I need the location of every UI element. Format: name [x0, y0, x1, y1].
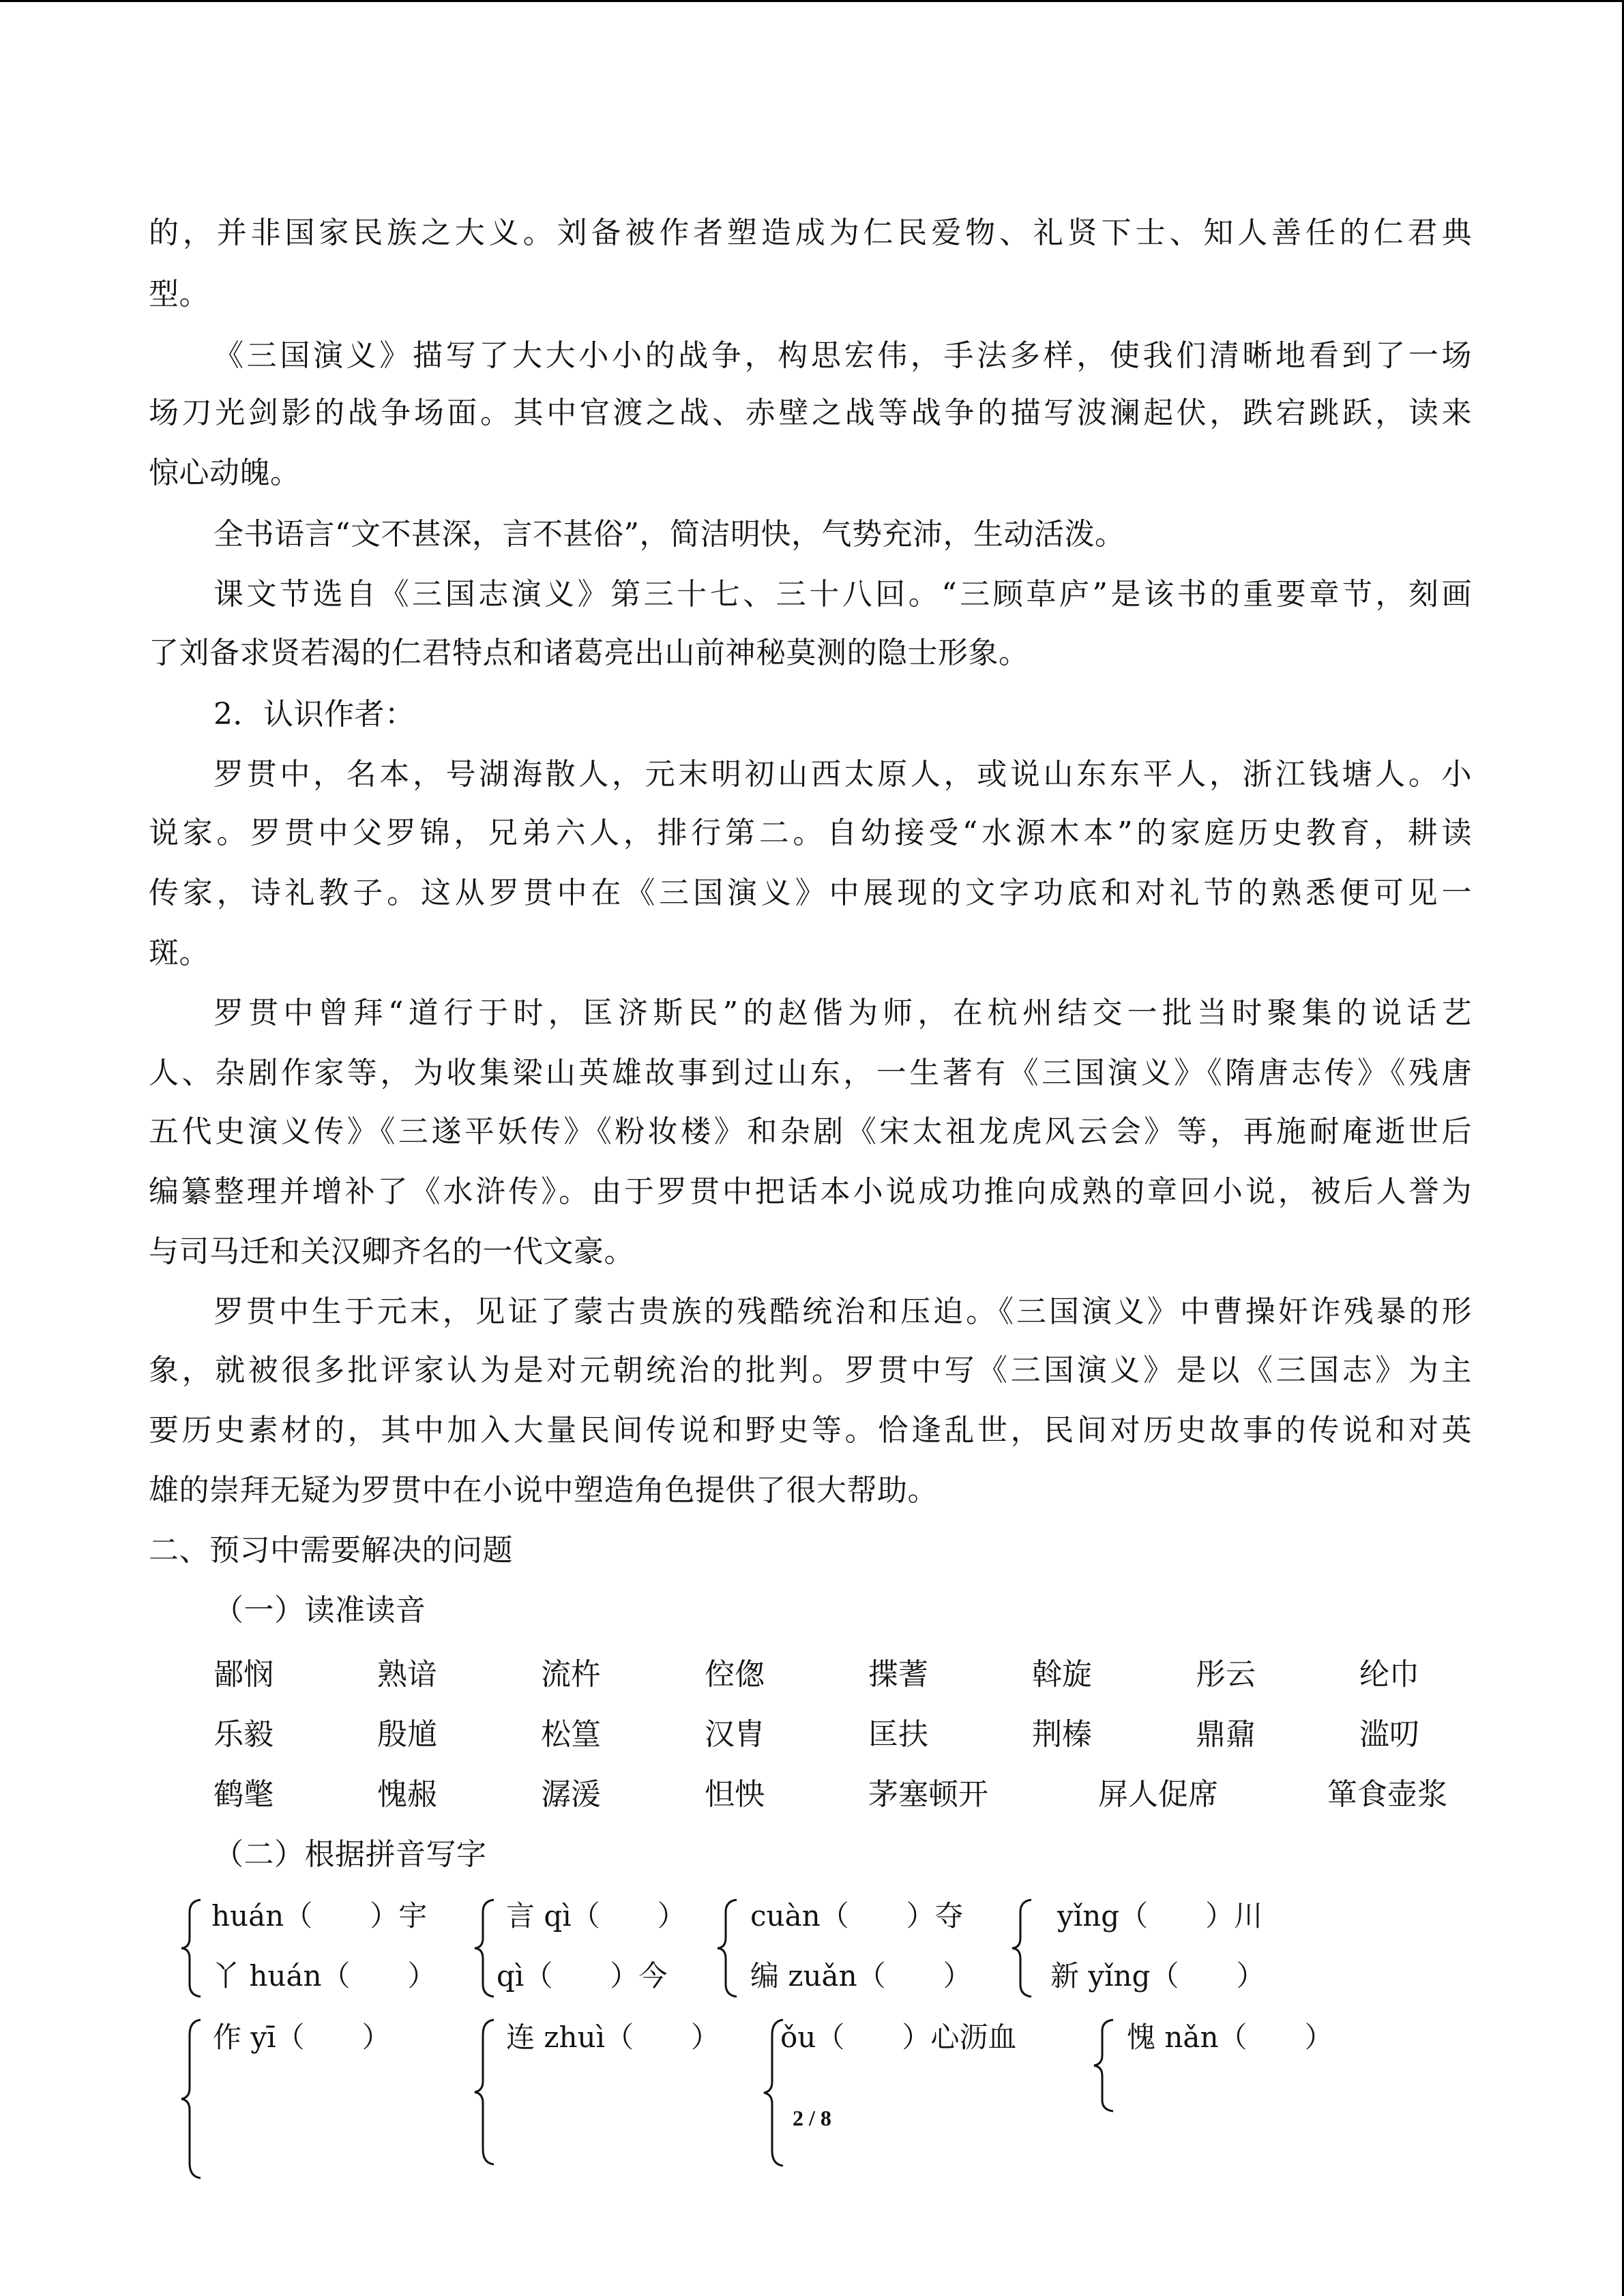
text-line: 雄的崇拜无疑为罗贯中在小说中塑造角色提供了很大帮助。 — [149, 1473, 938, 1508]
word-item: 斡旋 — [1032, 1657, 1092, 1692]
text-line: 全书语言“文不甚深，言不甚俗”，简洁明快，气势充沛，生动活泼。 — [213, 517, 1125, 552]
left-brace-icon — [1009, 1897, 1037, 1999]
pinyin-item: 新 yǐng（ ） — [1050, 1959, 1265, 1993]
word-item: 彤云 — [1196, 1657, 1256, 1692]
text-line: 《三国演义》描写了大大小小的战争，构思宏伟，手法多样，使我们清晰地看到了一场 — [213, 338, 1472, 373]
word-item: 鄙悯 — [213, 1657, 274, 1692]
section-heading: 2．认识作者： — [213, 697, 415, 732]
text-line: 的，并非国家民族之大义。刘备被作者塑造成为仁民爱物、礼贤下士、知人善任的仁君典 — [149, 215, 1472, 250]
text-line: 人、杂剧作家等，为收集梁山英雄故事到过山东，一生著有《三国演义》《隋唐志传》《残唐 — [149, 1056, 1472, 1090]
word-item: 汉胄 — [705, 1717, 765, 1752]
word-item: 茅塞顿开 — [868, 1777, 988, 1812]
word-item: 熟谙 — [377, 1657, 437, 1692]
text-line: 说家。罗贯中父罗锦，兄弟六人，排行第二。自幼接受“水源木本”的家庭历史教育，耕读 — [149, 816, 1472, 850]
pinyin-item: 连 zhuì（ ） — [506, 2021, 720, 2054]
subsection-heading: （一）读准读音 — [213, 1593, 426, 1628]
word-item: 乐毅 — [213, 1717, 274, 1752]
left-brace-icon — [472, 2017, 499, 2167]
word-item: 揲蓍 — [868, 1657, 928, 1692]
word-item: 鼎鼐 — [1196, 1717, 1256, 1752]
text-line: 了刘备求贤若渴的仁君特点和诸葛亮出山前神秘莫测的隐士形象。 — [149, 636, 1029, 670]
word-item: 滥叨 — [1359, 1717, 1419, 1752]
text-line: 惊心动魄。 — [149, 456, 301, 490]
word-item: 潺湲 — [541, 1777, 601, 1812]
word-item: 箪食壶浆 — [1327, 1777, 1447, 1812]
word-item: 松篁 — [541, 1717, 601, 1752]
text-line: 罗贯中生于元末，见证了蒙古贵族的残酷统治和压迫。《三国演义》中曹操奸诈残暴的形 — [213, 1294, 1472, 1329]
pinyin-item: yǐng（ ）川 — [1057, 1899, 1263, 1933]
text-line: 场刀光剑影的战争场面。其中官渡之战、赤壁之战等战争的描写波澜起伏，跌宕跳跃，读来 — [149, 396, 1472, 430]
pinyin-item: 作 yī（ ） — [213, 2021, 391, 2054]
word-item: 流杵 — [541, 1657, 601, 1692]
section-heading: 二、预习中需要解决的问题 — [149, 1533, 513, 1568]
text-line: 要历史素材的，其中加入大量民间传说和野史等。恰逢乱世，民间对历史故事的传说和对英 — [149, 1413, 1472, 1448]
pinyin-item: cuàn（ ）夺 — [750, 1899, 964, 1933]
left-brace-icon — [179, 1897, 206, 1999]
pinyin-item: 丫 huán（ ） — [211, 1959, 437, 1993]
text-line: 象，就被很多批评家认为是对元朝统治的批判。罗贯中写《三国演义》是以《三国志》为主 — [149, 1353, 1472, 1388]
text-line: 型。 — [149, 277, 209, 312]
left-brace-icon — [472, 1897, 499, 1999]
text-line: 编纂整理并增补了《水浒传》。由于罗贯中把话本小说成功推向成熟的章回小说，被后人誉为 — [149, 1174, 1472, 1209]
word-item: 愧赧 — [377, 1777, 437, 1812]
word-item: 怛怏 — [705, 1777, 765, 1812]
text-line: 斑。 — [149, 936, 209, 970]
pinyin-item: 编 zuǎn（ ） — [750, 1959, 972, 1993]
pinyin-item: qì（ ）今 — [497, 1959, 668, 1993]
word-item: 匡扶 — [868, 1717, 928, 1752]
word-item: 荆榛 — [1032, 1717, 1092, 1752]
left-brace-icon — [1091, 2017, 1119, 2114]
word-item: 纶巾 — [1359, 1657, 1419, 1692]
pinyin-item: ǒu（ ）心沥血 — [780, 2021, 1017, 2054]
text-line: 传家，诗礼教子。这从罗贯中在《三国演义》中展现的文字功底和对礼节的熟悉便可见一 — [149, 876, 1472, 910]
word-item: 鹤氅 — [213, 1777, 274, 1812]
word-item: 殷馗 — [377, 1717, 437, 1752]
text-line: 课文节选自《三国志演义》第三十七、三十八回。“三顾草庐”是该书的重要章节，刻画 — [213, 577, 1472, 612]
text-line: 五代史演义传》《三遂平妖传》《粉妆楼》和杂剧《宋太祖龙虎风云会》等，再施耐庵逝世后 — [149, 1114, 1472, 1149]
text-line: 与司马迁和关汉卿齐名的一代文豪。 — [149, 1234, 634, 1269]
page-top-border — [0, 0, 1624, 2]
subsection-heading: （二）根据拼音写字 — [213, 1837, 487, 1872]
page-number: 2 / 8 — [793, 2106, 831, 2130]
word-item: 屏人促席 — [1098, 1777, 1218, 1812]
left-brace-icon — [179, 2017, 206, 2181]
text-line: 罗贯中，名本，号湖海散人，元末明初山西太原人，或说山东东平人，浙江钱塘人。小 — [213, 757, 1472, 792]
text-line: 罗贯中曾拜“道行于时，匡济斯民”的赵偕为师，在杭州结交一批当时聚集的说话艺 — [213, 996, 1472, 1030]
pinyin-item: 言 qì（ ） — [506, 1899, 686, 1933]
pinyin-item: 愧 nǎn（ ） — [1127, 2021, 1333, 2054]
pinyin-item: huán（ ）宇 — [211, 1899, 428, 1933]
left-brace-icon — [715, 1897, 742, 1999]
word-item: 倥偬 — [705, 1657, 765, 1692]
